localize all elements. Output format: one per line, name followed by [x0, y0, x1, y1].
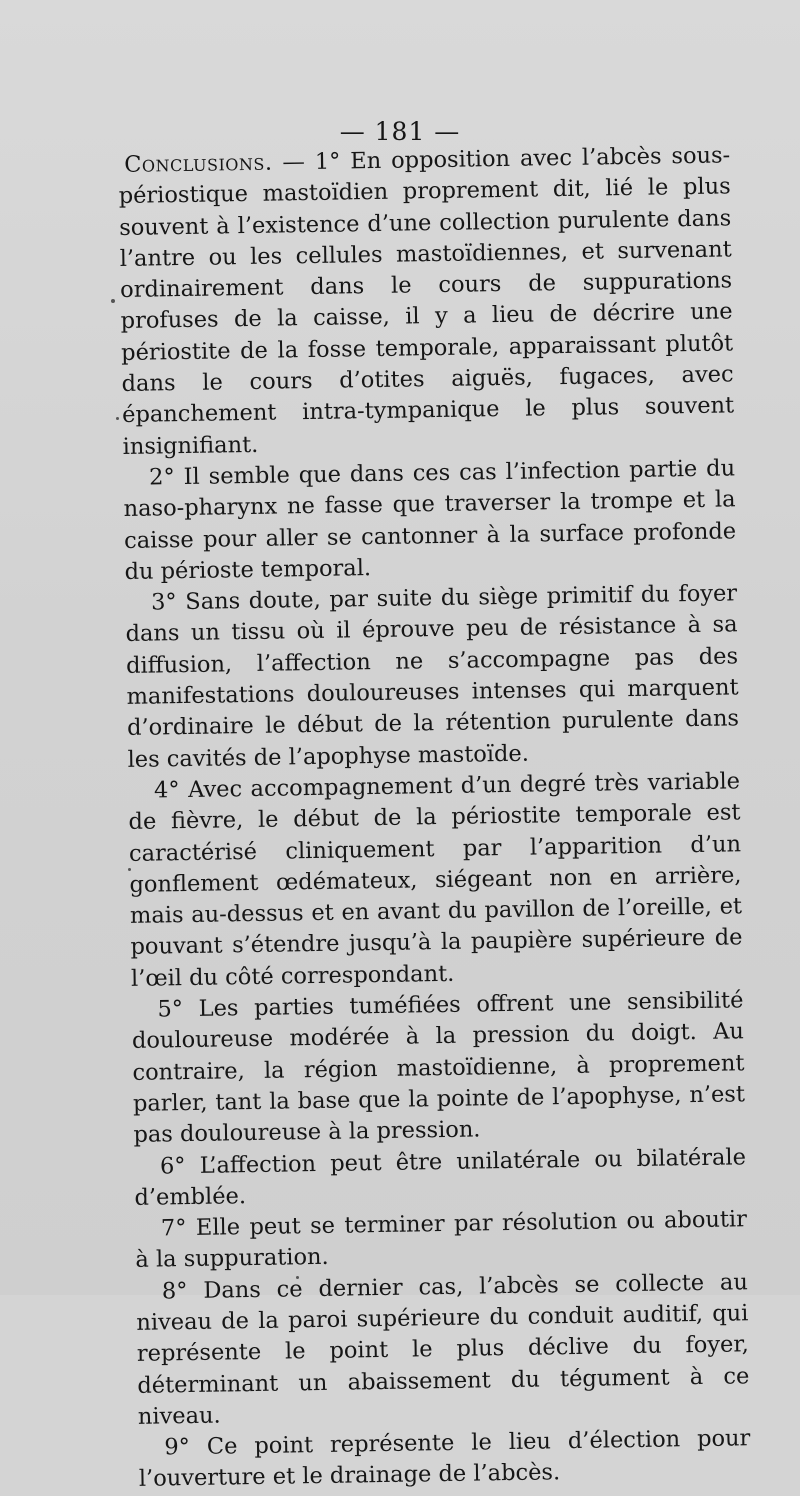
paragraph-conclusions: [118, 140, 735, 463]
paragraph-2: 2° Il semble que dans ces cas l’infection partie du naso-pharynx ne fasse que traverser la trompe et la caisse pour aller se cantonner à la surface profonde du périoste temporal.: [123, 455, 737, 585]
paragraph-7: 7° Elle peut se terminer par résolution ou aboutir à la suppuration.: [135, 1206, 748, 1274]
paragraph-1-text: — 1° En opposition avec l’abcès sous-périostique mastoïdien proprement dit, lié le plus souvent à l’existence d’une collection purulente dans l’antre ou les cellules mastoïdiennes, et survenant ordinairement dans le cours de suppurations profuses de la caisse, il y a lieu de décrire une périostite de la fosse temporale, apparaissant plutôt dans le cours d’otites aiguës, fugaces, avec épanchement intra-tympanique le plus souvent insignifiant.: [118, 142, 735, 460]
paragraph-4: 4° Avec accompagnement d’un degré très variable de fièvre, le début de la périostite temporale est caractérisé cliniquement par l’apparition d’un gonflement œdémateux, siégeant non en arrière, mais au-dessus et en avant du pavillon de l’oreille, et pouvant s’étendre jusqu’à la paupière supérieure de l’œil du côté correspondant.: [128, 768, 743, 992]
paper-speck: [116, 417, 119, 420]
conclusions-heading: Conclusions.: [124, 149, 273, 178]
body-text: [118, 140, 751, 1495]
paragraph-9: 9° Ce point représente le lieu d’élection pour l’ouverture et le drainage de l’abcès.: [138, 1425, 751, 1493]
paper-speck: [111, 299, 115, 303]
paragraph-3: 3° Sans doute, par suite du siège primitif du foyer dans un tissu où il éprouve peu de résistance à sa diffusion, l’affection ne s’accompagne pas des manifestations douloureuses intenses qui marquent d’ordinaire le début de la rétention purulente dans les cavités de l’apophyse mastoïde.: [125, 580, 740, 773]
paragraph-6: 6° L’affection peut être unilatérale ou bilatérale d’emblée.: [134, 1143, 747, 1211]
paragraph-8: 8° Dans ce dernier cas, l’abcès se collecte au niveau de la paroi supérieure du conduit auditif, qui représente le point le plus déclive du foyer, déterminant un abaissement du tégument à ce niveau.: [136, 1268, 750, 1430]
page-number: — 181 —: [339, 117, 461, 146]
paragraph-5: 5° Les parties tuméfiées offrent une sensibilité douloureuse modérée à la pression du doigt. Au contraire, la région mastoïdienne, à proprement parler, tant la base que la pointe de l’apophyse, n’est pas douloureuse à la pression.: [131, 987, 746, 1149]
